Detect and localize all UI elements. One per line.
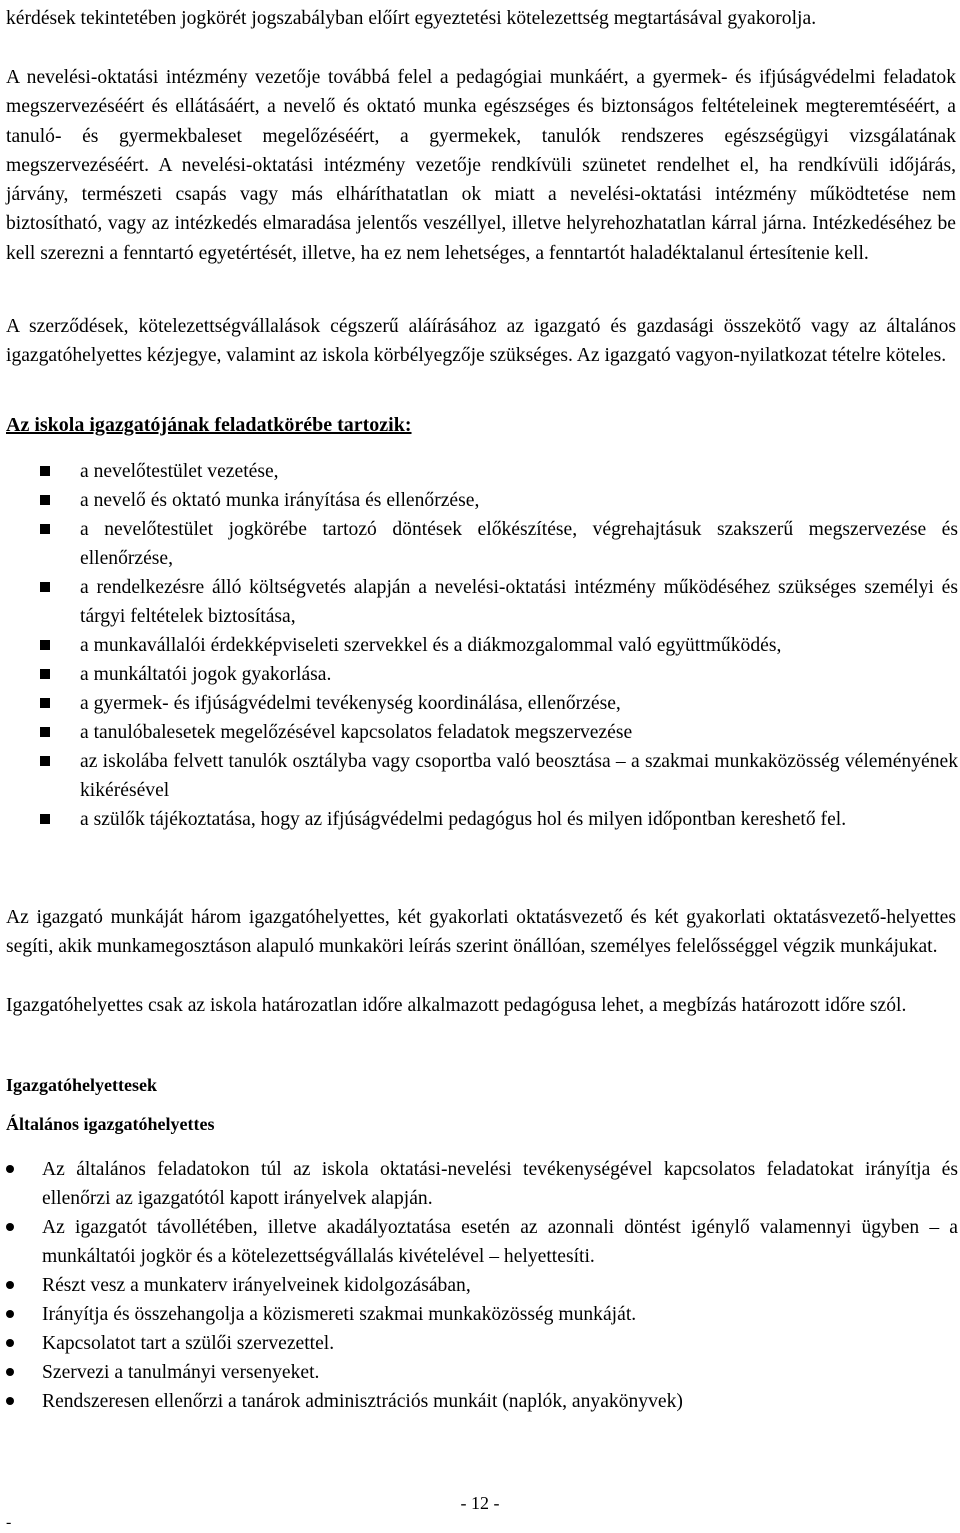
list-item-text: a rendelkezésre álló költségvetés alapján a nevelési-oktatási intézmény működéséhez szükséges személyi és tárgyi feltételek biztosítása, xyxy=(80,577,958,627)
intro-paragraph-2: A nevelési-oktatási intézmény vezetője továbbá felel a pedagógiai munkáért, a gyermek- és ifjúságvédelmi feladatok megszervezéséért és ellátásáért, a nevelő és oktató munka egészséges és biztonságos feltételeinek megteremtéséért, a tanuló- és gyermekbaleset megelőzéséért, a gyermekek, tanulók rendszeres egészségügyi vizsgálatának megszervezéséért. A nevelési-oktatási intézmény vezetője rendkívüli szünetet rendelhet el, ha rendkívüli időjárás, járvány, természeti csapás vagy más elháríthatatlan ok miatt a nevelési-oktatási intézmény működtetése nem biztosítható, vagy az intézkedés elmaradása jelentős veszéllyel, illetve helyrehozhatatlan kárral járna. Intézkedéséhez be kell szerezni a fenntartó egyetértését, illetve, ha ez nem lehetséges, a fenntartót haladéktalanul értesítenie kell. xyxy=(6,67,956,264)
list-item xyxy=(0,515,958,573)
list-item-text: a nevelő és oktató munka irányítása és ellenőrzése, xyxy=(80,490,480,511)
square-bullet-icon xyxy=(40,466,50,476)
square-bullet-icon xyxy=(40,727,50,737)
list-item-text: a nevelőtestület vezetése, xyxy=(80,461,279,482)
square-bullet-icon xyxy=(40,669,50,679)
round-bullet-icon xyxy=(6,1223,14,1231)
list-item xyxy=(0,1358,958,1387)
intro-paragraph-1: kérdések tekintetében jogkörét jogszabályban előírt egyeztetési kötelezettség megtartásával gyakorolja. xyxy=(6,8,817,29)
page-number: - 12 - xyxy=(460,1493,500,1513)
stray-mark: - xyxy=(6,1514,12,1531)
intro-paragraph-3: A szerződések, kötelezettségvállalások cégszerű aláírásához az igazgató és gazdasági összekötő vagy az általános igazgatóhelyettes kézjegye, valamint az iskola körbélyegzője szükséges. Az igazgató vagyon-nyilatkozat tételre köteles. xyxy=(6,316,956,367)
round-bullet-icon xyxy=(6,1281,14,1289)
round-bullet-icon xyxy=(6,1339,14,1347)
middle-paragraph-2: Igazgatóhelyettes csak az iskola határozatlan időre alkalmazott pedagógusa lehet, a megbízás határozott időre szól. xyxy=(6,995,907,1016)
list-item-text: a munkáltatói jogok gyakorlása. xyxy=(80,664,332,685)
round-bullet-icon xyxy=(6,1368,14,1376)
list-item-text: az iskolába felvett tanulók osztályba vagy csoportba való beosztása – a szakmai munkaközösség véleményének kikérésével xyxy=(80,751,958,801)
list-item xyxy=(0,457,958,486)
list-item-text: Kapcsolatot tart a szülői szervezettel. xyxy=(42,1333,335,1354)
deputies-heading: Igazgatóhelyettesek xyxy=(6,1075,157,1095)
list-item-text: Rendszeresen ellenőrzi a tanárok adminisztrációs munkáit (naplók, anyakönyvek) xyxy=(42,1391,683,1412)
list-item xyxy=(0,689,958,718)
list-item xyxy=(0,660,958,689)
list-item-text: Szervezi a tanulmányi versenyeket. xyxy=(42,1362,320,1383)
list-item xyxy=(0,747,958,805)
list-item-text: Irányítja és összehangolja a közismereti szakmai munkaközösség munkáját. xyxy=(42,1304,637,1325)
round-bullet-icon xyxy=(6,1397,14,1405)
list-item-text: a munkavállalói érdekképviseleti szervekkel és a diákmozgalommal való együttműködés, xyxy=(80,635,782,656)
list-item xyxy=(0,1387,958,1416)
list-item-text: Részt vesz a munkaterv irányelveinek kidolgozásában, xyxy=(42,1275,471,1296)
round-bullet-icon xyxy=(6,1165,14,1173)
round-bullet-icon xyxy=(6,1310,14,1318)
list-item-text: a gyermek- és ifjúságvédelmi tevékenység koordinálása, ellenőrzése, xyxy=(80,693,621,714)
list-item xyxy=(0,1329,958,1358)
list-item xyxy=(0,573,958,631)
middle-paragraph-1: Az igazgató munkáját három igazgatóhelyettes, két gyakorlati oktatásvezető és két gyakorlati oktatásvezető-helyettes segíti, akik munkamegosztáson alapuló munkaköri leírás szerint önállóan, személyes felelősséggel végzik munkájukat. xyxy=(6,907,956,958)
square-bullet-icon xyxy=(40,756,50,766)
list-item-text: a tanulóbalesetek megelőzésével kapcsolatos feladatok megszervezése xyxy=(80,722,633,743)
list-item xyxy=(0,718,958,747)
list-item-text: Az általános feladatokon túl az iskola oktatási-nevelési tevékenységével kapcsolatos feladatokat irányítja és ellenőrzi az igazgatótól kapott irányelvek alapján. xyxy=(42,1159,958,1209)
square-bullet-icon xyxy=(40,698,50,708)
deputy-duties-list xyxy=(0,1155,958,1416)
square-bullet-icon xyxy=(40,582,50,592)
list-item xyxy=(0,631,958,660)
list-item xyxy=(0,1271,958,1300)
list-item-text: a szülők tájékoztatása, hogy az ifjúságvédelmi pedagógus hol és milyen időpontban kereshető fel. xyxy=(80,809,847,830)
list-item-text: a nevelőtestület jogkörébe tartozó döntések előkészítése, végrehajtásuk szakszerű megszervezése és ellenőrzése, xyxy=(80,519,958,569)
square-bullet-icon xyxy=(40,814,50,824)
square-bullet-icon xyxy=(40,495,50,505)
list-item xyxy=(0,805,958,834)
list-item xyxy=(0,1300,958,1329)
square-bullet-icon xyxy=(40,524,50,534)
list-item xyxy=(0,1213,958,1271)
list-item-text: Az igazgatót távollétében, illetve akadályoztatása esetén az azonnali döntést igénylő valamennyi ügyben – a munkáltatói jogkör és a kötelezettségvállalás kivételével – helyettesíti. xyxy=(42,1217,958,1267)
list-item xyxy=(0,486,958,515)
list-item xyxy=(0,1155,958,1213)
square-bullet-icon xyxy=(40,640,50,650)
general-deputy-heading: Általános igazgatóhelyettes xyxy=(6,1114,215,1134)
duties-heading: Az iskola igazgatójának feladatkörébe tartozik: xyxy=(6,414,412,436)
duties-list xyxy=(0,457,958,834)
